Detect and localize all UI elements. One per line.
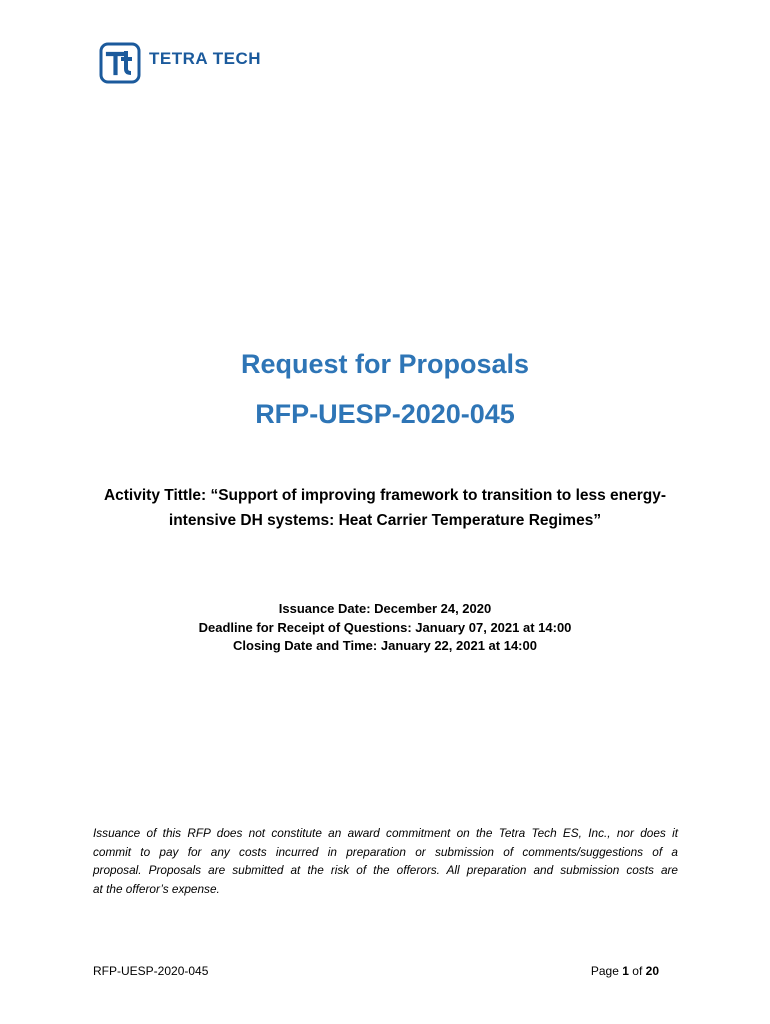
disclaimer-line: at the offeror’s expense. bbox=[93, 881, 220, 896]
disclaimer-line: proposal. Proposals are submitted at the risk of the offerors. All preparation and submission costs are bbox=[93, 863, 678, 877]
issuance-date: Issuance Date: December 24, 2020 bbox=[278, 601, 492, 616]
page-of: of bbox=[632, 964, 643, 978]
disclaimer bbox=[93, 824, 678, 898]
page-total: 20 bbox=[645, 964, 659, 978]
page-number bbox=[591, 964, 659, 978]
activity-title-line: intensive DH systems: Heat Carrier Temperature Regimes” bbox=[168, 512, 602, 529]
page-label: Page bbox=[590, 964, 619, 978]
page-current: 1 bbox=[622, 964, 629, 978]
tetra-tech-logo-icon bbox=[99, 42, 141, 84]
activity-title bbox=[90, 483, 680, 533]
rfp-number: RFP-UESP-2020-045 bbox=[255, 399, 515, 429]
company-name: TETRA TECH bbox=[149, 49, 262, 68]
key-dates bbox=[0, 600, 770, 656]
document-title: Request for Proposals bbox=[240, 349, 530, 379]
disclaimer-line: commit to pay for any costs incurred in preparation or submission of comments/suggestions of a bbox=[93, 844, 678, 859]
activity-title-line: Activity Tittle: “Support of improving framework to transition to less energy- bbox=[103, 487, 667, 504]
disclaimer-line: Issuance of this RFP does not constitute an award commitment on the Tetra Tech ES, Inc., nor does it bbox=[93, 826, 678, 840]
footer-doc-id: RFP-UESP-2020-045 bbox=[93, 964, 209, 978]
closing-date: Closing Date and Time: January 22, 2021 at 14:00 bbox=[233, 638, 537, 653]
questions-deadline: Deadline for Receipt of Questions: January 07, 2021 at 14:00 bbox=[198, 619, 572, 635]
company-logo bbox=[99, 42, 261, 84]
